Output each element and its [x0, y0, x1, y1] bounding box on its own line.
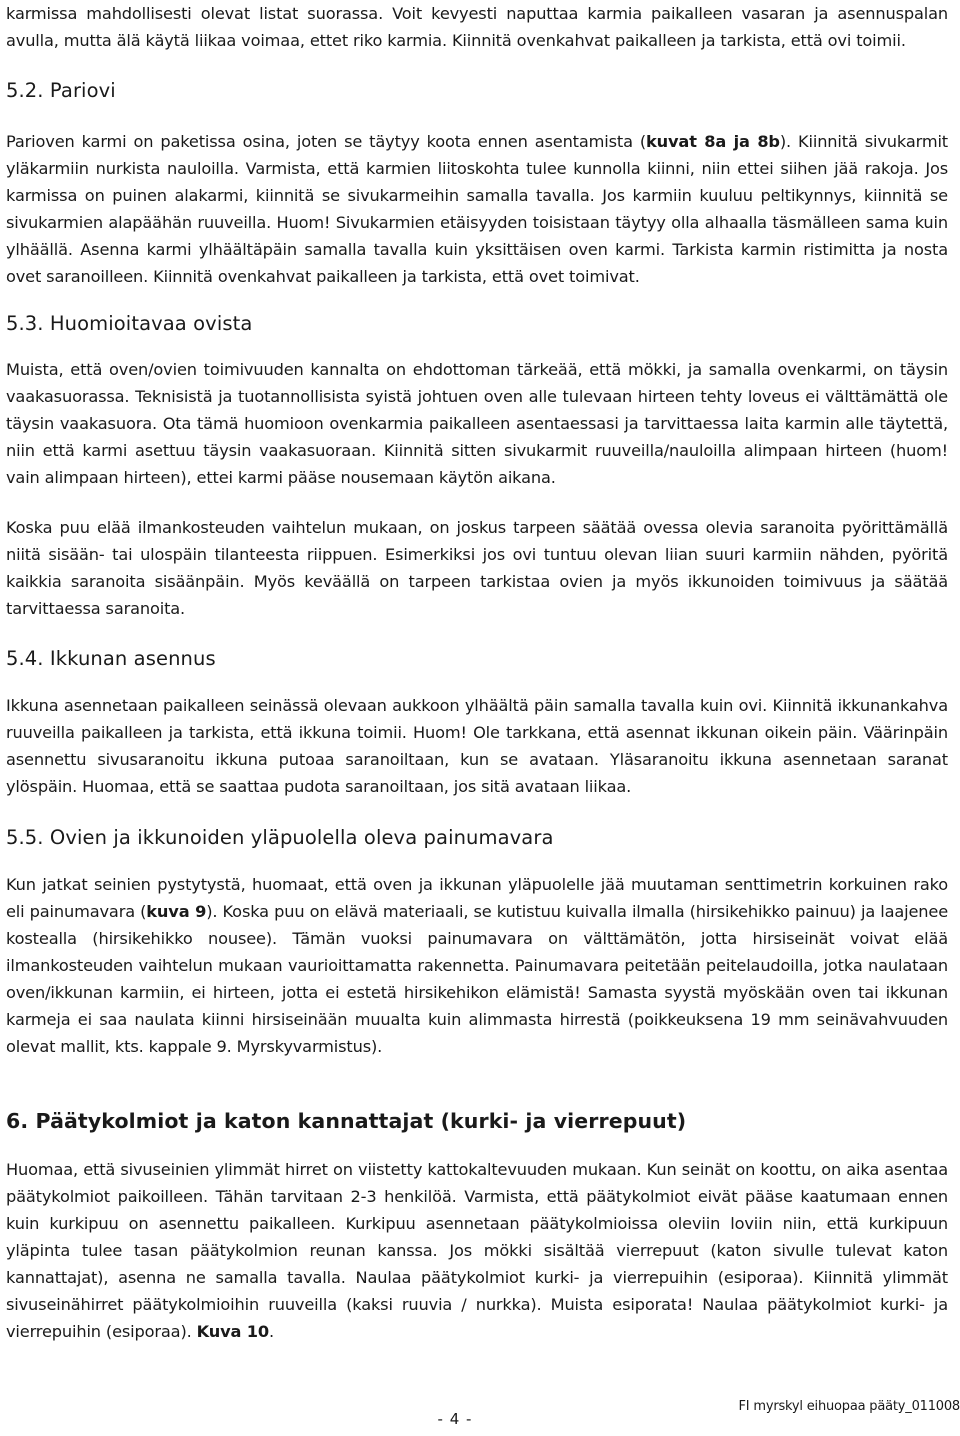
figure-ref-10: Kuva 10 [196, 1322, 269, 1341]
section-heading-ikkunan-asennus: 5.4. Ikkunan asennus [6, 647, 216, 670]
pariovi-text-b: ). Kiinnitä sivukarmit yläkarmiin nurkista nauloilla. Varmista, että karmien liitoskohta tulee kunnolla kiinni, niin ettei siihen jää rakoja. Jos karmissa on puinen alakarmi, kiinnitä se sivukarmeihin samalla tavalla. Jos karmiin kuuluu peltikynnys, kiinnitä se sivukarmien alapäähän ruuveilla. Huom! Sivukarmien etäisyyden toisistaan täytyy olla alhaalla täsmälleen sama kuin ylhäällä. Asenna karmi ylhäältäpäin samalla tavalla kuin yksittäisen oven karmi. Tarkista karmin ristimitta ja nosta ovet saranoilleen. Kiinnitä ovenkahvat paikalleen ja tarkista, että ovet toimivat. [6, 132, 948, 286]
paatykolmiot-text-a: Huomaa, että sivuseinien ylimmät hirret on viistetty kattokaltevuuden mukaan. Kun seinät on koottu, on aika asentaa päätykolmiot paikoilleen. Tähän tarvitaan 2-3 henkilöä. Varmista, että päätykolmiot eivät pääse kaatumaan ennen kuin kurkipuu on asennettu paikalleen. Kurkipuu asennetaan päätykolmioissa oleviin loviin niin, että kurkipuun yläpinta tulee tasan päätykolmion reunan kanssa. Jos mökki sisältää vierrepuut (katon sivulle tulevat katon kannattajat), asenna ne samalla tavalla. Naulaa päätykolmiot kurki- ja vierrepuihin (esiporaa). Kiinnitä ylimmät sivuseinähirret päätykolmioihin ruuveilla (kaksi ruuvia / nurkka). Muista esiporata! Naulaa päätykolmiot kurki- ja vierrepuihin (esiporaa). [6, 1160, 948, 1341]
painumavara-paragraph [6, 871, 948, 1060]
huomioitavaa-paragraph-1: Muista, että oven/ovien toimivuuden kannalta on ehdottoman tärkeää, että mökki, ja samalla ovenkarmi, on täysin vaakasuorassa. Teknisistä ja tuotannollisista syistä johtuen oven alle tulevaan hirteen tehty loveus ei välttämättä ole täysin vaakasuora. Ota tämä huomioon ovenkarmia paikalleen asentaessasi ja tarvittaessa laita karmin alle täytettä, niin että karmi asettuu täysin vaakasuoraan. Kiinnitä sitten sivukarmit ruuveilla/nauloilla alimpaan hirteen (huom! vain alimpaan hirteen), ettei karmi pääse nousemaan käytön aikana. [6, 360, 948, 487]
document-page [6, 0, 948, 1345]
section-heading-huomioitavaa: 5.3. Huomioitavaa ovista [6, 312, 253, 335]
figure-ref-8a-8b: kuvat 8a ja 8b [646, 132, 780, 151]
section-heading-painumavara: 5.5. Ovien ja ikkunoiden yläpuolella oleva painumavara [6, 826, 554, 849]
ikkunan-asennus-paragraph: Ikkuna asennetaan paikalleen seinässä olevaan aukkoon ylhäältä päin samalla tavalla kuin ovi. Kiinnitä ikkunankahva ruuveilla paikalleen ja tarkista, että ikkuna toimii. Huom! Ole tarkkana, että asennat ikkunan oikein päin. Väärinpäin asennettu sivusaranoitu ikkuna putoaa saranoiltaan, kun se avataan. Yläsaranoitu ikkuna asennetaan saranat ylöspäin. Huomaa, että se saattaa pudota saranoiltaan, jos sitä avataan liikaa. [6, 696, 948, 796]
paatykolmiot-paragraph [6, 1156, 948, 1345]
intro-paragraph: karmissa mahdollisesti olevat listat suorassa. Voit kevyesti naputtaa karmia paikalleen vasaran ja asennuspalan avulla, mutta älä käytä liikaa voimaa, ettet riko karmia. Kiinnitä ovenkahvat paikalleen ja tarkista, että ovi toimii. [6, 4, 948, 50]
painumavara-text-a: Kun jatkat seinien pystytystä, huomaat, että oven ja ikkunan yläpuolelle jää muutaman senttimetrin korkuinen rako eli painumavara ( [6, 875, 948, 921]
section-heading-pariovi: 5.2. Pariovi [6, 79, 116, 102]
figure-ref-9: kuva 9 [146, 902, 207, 921]
page-number: - 4 - [437, 1410, 473, 1428]
section-heading-paatykolmiot: 6. Päätykolmiot ja katon kannattajat (kurki- ja vierrepuut) [6, 1109, 687, 1133]
huomioitavaa-paragraph-2: Koska puu elää ilmankosteuden vaihtelun mukaan, on joskus tarpeen säätää ovessa olevia saranoita pyörittämällä niitä sisään- tai ulospäin tilanteesta riippuen. Esimerkiksi jos ovi tuntuu olevan liian suuri karmiin nähden, pyöritä kaikkia saranoita sisäänpäin. Myös keväällä on tarpeen tarkistaa ovien ja myös ikkunoiden toimivuus ja säätää tarvittaessa saranoita. [6, 518, 948, 618]
paatykolmiot-text-b: . [268, 1322, 274, 1341]
painumavara-text-b: ). Koska puu on elävä materiaali, se kutistuu kuivalla ilmalla (hirsikehikko painuu) ja laajenee kostealla (hirsikehikko nousee). Tämän vuoksi painumavara on välttämätön, jotta hirsiseinät voivat elää ilmankosteuden vaihtelun mukaan vaurioittamatta rakennetta. Painumavara peitetään peitelaudoilla, jotka naulataan oven/ikkunan karmiin, ei hirteen, jotta ei estetä hirsikehikon elämistä! Samasta syystä myöskään oven tai ikkunan karmeja ei saa naulata kiinni hirsiseinään muualta kuin alimmasta hirrestä (poikkeuksena 19 mm seinävahvuuden olevat mallit, kts. kappale 9. Myrskyvarmistus). [6, 902, 949, 1056]
pariovi-paragraph [6, 128, 948, 290]
pariovi-text-a: Parioven karmi on paketissa osina, joten se täytyy koota ennen asentamista ( [6, 132, 647, 151]
footer-document-reference: FI myrskyl eihuopaa pääty_011008 [738, 1399, 960, 1414]
